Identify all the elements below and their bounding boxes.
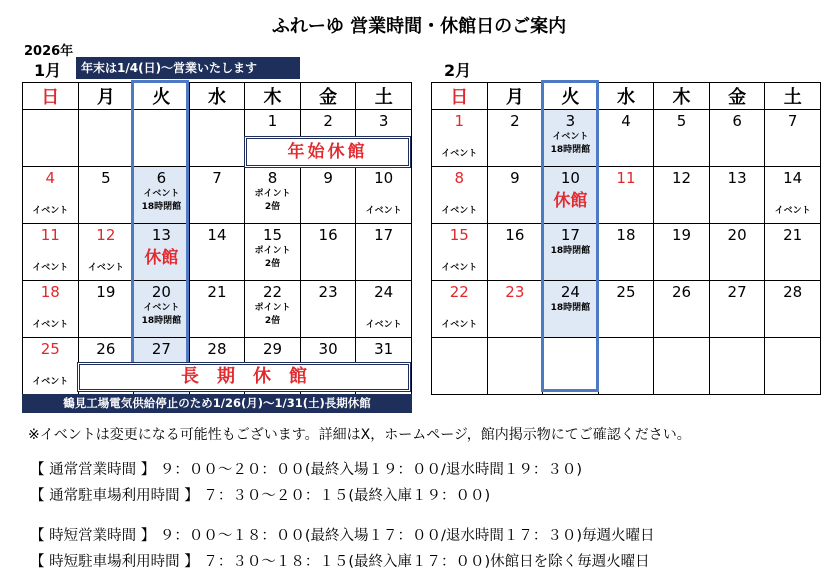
day-number: 11 bbox=[616, 169, 636, 187]
day-cell bbox=[356, 224, 412, 281]
day-cell bbox=[134, 224, 190, 281]
day-cell bbox=[23, 338, 79, 395]
closed-label: 休館 bbox=[553, 191, 588, 211]
day-cell bbox=[598, 281, 654, 338]
weekday-header: 木 bbox=[654, 83, 710, 110]
day-cell bbox=[709, 224, 765, 281]
event-label: イベント bbox=[441, 263, 478, 273]
new-year-closed-box: 年始休館 bbox=[244, 136, 411, 168]
january-label: 1月 bbox=[34, 61, 62, 80]
year-label: 2026年 bbox=[24, 44, 74, 59]
day-number: 7 bbox=[212, 169, 222, 187]
day-number: 23 bbox=[505, 283, 525, 301]
day-cell bbox=[765, 281, 821, 338]
day-number: 29 bbox=[262, 340, 283, 358]
day-cell bbox=[134, 167, 190, 224]
day-note: 2倍 bbox=[264, 316, 281, 326]
day-number: 21 bbox=[207, 283, 227, 301]
day-cell bbox=[356, 281, 412, 338]
day-cell bbox=[654, 167, 710, 224]
event-label: イベント bbox=[32, 206, 69, 216]
day-cell bbox=[709, 338, 765, 395]
day-cell bbox=[189, 110, 245, 167]
day-cell bbox=[487, 224, 543, 281]
february-calendar bbox=[431, 82, 821, 395]
weekday-header: 火 bbox=[543, 83, 599, 110]
day-number: 28 bbox=[207, 340, 227, 358]
day-note: 2倍 bbox=[264, 202, 281, 212]
day-cell bbox=[23, 167, 79, 224]
day-cell bbox=[598, 224, 654, 281]
day-number: 31 bbox=[374, 340, 394, 358]
day-cell bbox=[432, 338, 488, 395]
february-label: 2月 bbox=[444, 61, 472, 80]
day-cell bbox=[432, 281, 488, 338]
day-cell bbox=[356, 167, 412, 224]
day-note: 18時閉館 bbox=[141, 202, 182, 212]
weekday-header: 月 bbox=[487, 83, 543, 110]
day-note: イベント bbox=[143, 189, 180, 199]
day-number: 5 bbox=[676, 112, 687, 130]
event-label: イベント bbox=[365, 320, 402, 330]
day-cell bbox=[543, 338, 599, 395]
day-cell bbox=[598, 338, 654, 395]
weekday-header: 水 bbox=[598, 83, 654, 110]
day-number: 15 bbox=[262, 226, 283, 244]
day-number: 23 bbox=[318, 283, 338, 301]
day-note: 18時閉館 bbox=[550, 303, 591, 313]
closed-label: 休館 bbox=[144, 248, 179, 268]
hours-regular: 【 通常営業時間 】 ９：００～２０：００(最終入場１９：００/退水時間１９：３０) bbox=[30, 462, 583, 478]
event-label: イベント bbox=[441, 149, 478, 159]
day-note: ポイント bbox=[254, 189, 291, 199]
day-number: 18 bbox=[616, 226, 636, 244]
long-closure-box: 長 期 休 館 bbox=[77, 362, 411, 392]
day-number: 12 bbox=[671, 169, 692, 187]
day-number: 27 bbox=[151, 340, 171, 358]
day-number: 26 bbox=[96, 340, 116, 358]
day-number: 11 bbox=[40, 226, 60, 244]
day-number: 4 bbox=[621, 112, 631, 130]
weekday-header: 土 bbox=[765, 83, 821, 110]
event-label: イベント bbox=[774, 206, 811, 216]
day-number: 9 bbox=[323, 169, 333, 187]
day-cell bbox=[765, 110, 821, 167]
day-cell bbox=[543, 167, 599, 224]
day-number: 24 bbox=[374, 283, 394, 301]
day-cell bbox=[709, 167, 765, 224]
day-cell bbox=[245, 167, 301, 224]
day-number: 12 bbox=[96, 226, 116, 244]
january-calendar bbox=[22, 82, 412, 395]
weekday-header: 日 bbox=[432, 83, 488, 110]
day-cell bbox=[654, 110, 710, 167]
hours-short: 【 時短営業時間 】 ９：００～１８：００(最終入場１７：００/退水時間１７：３０)毎週火曜日 bbox=[30, 528, 655, 544]
day-cell bbox=[709, 110, 765, 167]
weekday-header: 金 bbox=[300, 83, 356, 110]
day-number: 6 bbox=[732, 112, 742, 130]
day-cell bbox=[487, 167, 543, 224]
day-note: 18時閉館 bbox=[141, 316, 182, 326]
event-label: イベント bbox=[32, 320, 69, 330]
day-cell bbox=[300, 224, 356, 281]
day-number: 30 bbox=[318, 340, 338, 358]
day-cell bbox=[300, 167, 356, 224]
event-label: イベント bbox=[441, 206, 478, 216]
day-cell bbox=[300, 281, 356, 338]
weekday-header: 土 bbox=[356, 83, 412, 110]
day-number: 19 bbox=[671, 226, 692, 244]
day-cell bbox=[78, 167, 134, 224]
day-cell bbox=[245, 224, 301, 281]
day-cell bbox=[654, 281, 710, 338]
day-number: 18 bbox=[40, 283, 60, 301]
day-number: 14 bbox=[783, 169, 803, 187]
day-number: 19 bbox=[96, 283, 116, 301]
day-cell bbox=[487, 338, 543, 395]
day-note: 18時閉館 bbox=[550, 246, 591, 256]
day-number: 25 bbox=[616, 283, 636, 301]
day-cell bbox=[78, 110, 134, 167]
day-number: 9 bbox=[510, 169, 520, 187]
day-cell bbox=[543, 110, 599, 167]
day-cell bbox=[487, 110, 543, 167]
day-number: 17 bbox=[374, 226, 394, 244]
january-bottom-banner: 鶴見工場電気供給停止のため1/26(月)～1/31(土)長期休館 bbox=[22, 394, 412, 413]
day-cell bbox=[709, 281, 765, 338]
hours-short-parking: 【 時短駐車場利用時間 】 ７：３０～１８：１５(最終入庫１７：００)休館日を除く毎週火曜日 bbox=[30, 554, 650, 570]
day-number: 13 bbox=[151, 226, 171, 244]
day-cell bbox=[654, 338, 710, 395]
day-number: 1 bbox=[267, 112, 278, 130]
day-cell bbox=[189, 167, 245, 224]
day-number: 28 bbox=[783, 283, 803, 301]
weekday-header: 金 bbox=[709, 83, 765, 110]
day-number: 3 bbox=[565, 112, 576, 130]
day-number: 5 bbox=[101, 169, 111, 187]
day-cell bbox=[78, 281, 134, 338]
day-cell bbox=[78, 224, 134, 281]
day-number: 17 bbox=[560, 226, 580, 244]
day-note: イベント bbox=[143, 303, 180, 313]
weekday-header: 水 bbox=[189, 83, 245, 110]
day-cell bbox=[432, 167, 488, 224]
day-cell bbox=[543, 224, 599, 281]
day-number: 7 bbox=[787, 112, 798, 130]
day-number: 15 bbox=[449, 226, 469, 244]
day-number: 16 bbox=[505, 226, 525, 244]
event-label: イベント bbox=[365, 206, 402, 216]
day-number: 20 bbox=[151, 283, 171, 301]
january-top-banner: 年末は1/4(日)～営業いたします bbox=[76, 57, 300, 79]
day-cell bbox=[23, 281, 79, 338]
day-note: 2倍 bbox=[264, 259, 281, 269]
weekday-header: 火 bbox=[134, 83, 190, 110]
day-cell bbox=[765, 224, 821, 281]
day-number: 10 bbox=[374, 169, 394, 187]
day-cell bbox=[134, 110, 190, 167]
day-number: 24 bbox=[560, 283, 580, 301]
day-note: 18時閉館 bbox=[550, 145, 591, 155]
day-number: 1 bbox=[454, 112, 465, 130]
day-note: イベント bbox=[552, 132, 589, 142]
weekday-header: 木 bbox=[245, 83, 301, 110]
day-cell bbox=[598, 167, 654, 224]
weekday-header: 日 bbox=[23, 83, 79, 110]
day-number: 4 bbox=[45, 169, 56, 187]
day-number: 13 bbox=[727, 169, 747, 187]
event-notice: ※イベントは変更になる可能性もございます。詳細はX，ホームページ，館内掲示物にてご確認ください。 bbox=[28, 427, 691, 443]
day-cell bbox=[432, 224, 488, 281]
day-number: 16 bbox=[318, 226, 338, 244]
day-cell bbox=[432, 110, 488, 167]
day-number: 3 bbox=[378, 112, 389, 130]
day-cell bbox=[245, 281, 301, 338]
day-number: 21 bbox=[783, 226, 803, 244]
weekday-header: 月 bbox=[78, 83, 134, 110]
event-label: イベント bbox=[441, 320, 478, 330]
day-cell bbox=[765, 167, 821, 224]
day-note: ポイント bbox=[254, 303, 291, 313]
day-cell bbox=[189, 224, 245, 281]
day-number: 14 bbox=[207, 226, 227, 244]
event-label: イベント bbox=[32, 263, 69, 273]
day-cell bbox=[543, 281, 599, 338]
day-number: 6 bbox=[156, 169, 167, 187]
hours-regular-parking: 【 通常駐車場利用時間 】 ７：３０～２０：１５(最終入庫１９：００) bbox=[30, 488, 491, 504]
day-number: 10 bbox=[560, 169, 580, 187]
day-number: 2 bbox=[510, 112, 520, 130]
day-number: 20 bbox=[727, 226, 747, 244]
day-cell bbox=[765, 338, 821, 395]
day-number: 8 bbox=[267, 169, 278, 187]
day-cell bbox=[487, 281, 543, 338]
day-note: ポイント bbox=[254, 246, 291, 256]
day-number: 22 bbox=[449, 283, 469, 301]
event-label: イベント bbox=[87, 263, 124, 273]
day-number: 26 bbox=[671, 283, 692, 301]
day-cell bbox=[23, 224, 79, 281]
day-number: 8 bbox=[454, 169, 465, 187]
day-number: 22 bbox=[262, 283, 283, 301]
day-cell bbox=[23, 110, 79, 167]
day-cell bbox=[654, 224, 710, 281]
day-number: 25 bbox=[40, 340, 60, 358]
day-cell bbox=[189, 281, 245, 338]
day-number: 2 bbox=[323, 112, 333, 130]
page-title: ふれーゆ 営業時間・休館日のご案内 bbox=[271, 16, 567, 37]
day-cell bbox=[134, 281, 190, 338]
day-number: 27 bbox=[727, 283, 747, 301]
day-cell bbox=[598, 110, 654, 167]
event-label: イベント bbox=[32, 377, 69, 387]
